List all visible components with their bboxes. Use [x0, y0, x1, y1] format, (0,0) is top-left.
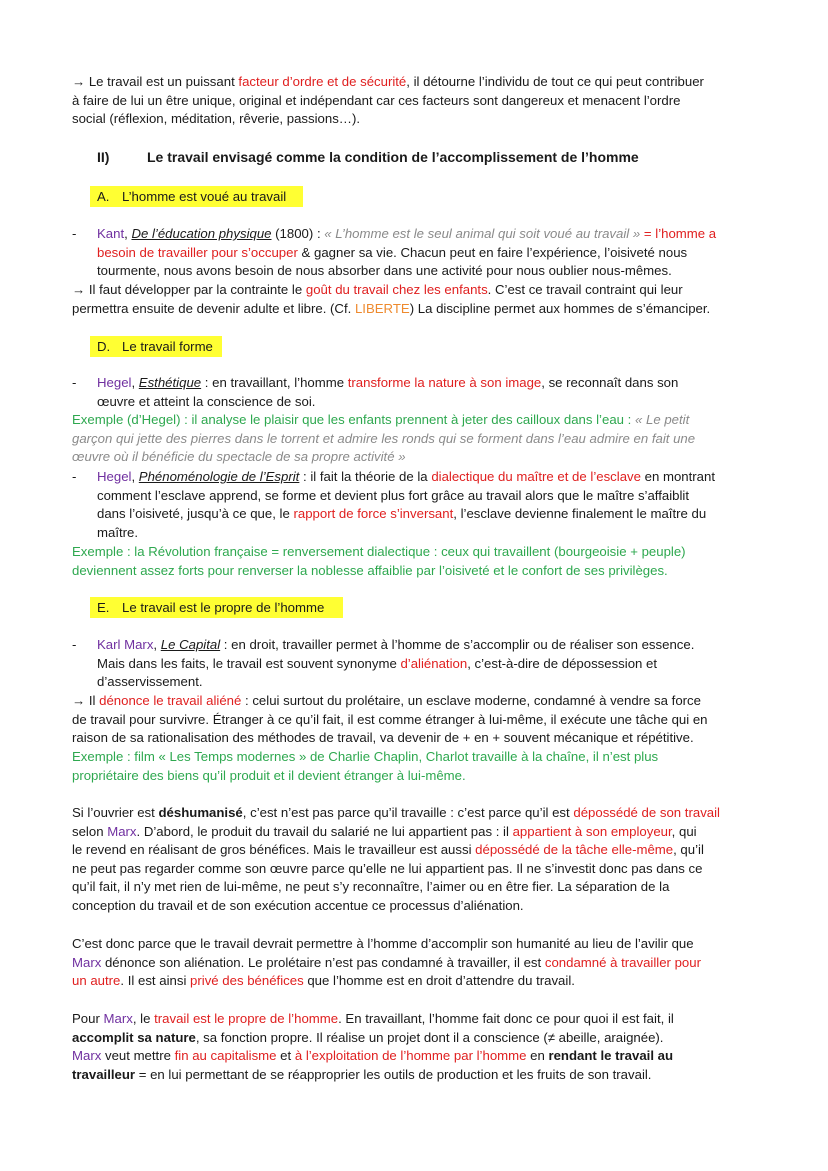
text: que l’homme est en droit d’attendre du travail.	[303, 973, 575, 989]
text: dans l’oisiveté, jusqu’à ce que, le	[97, 506, 294, 522]
text: selon	[72, 823, 108, 839]
author-name: Marx	[72, 1048, 102, 1064]
work-title: Phénoménologie de l’Esprit	[138, 469, 300, 484]
subheading-e	[90, 597, 343, 618]
text: et	[276, 1048, 295, 1064]
highlight-text: d’aliénation	[400, 655, 468, 671]
text: → Il faut développer par la contrainte le	[72, 282, 306, 297]
author-name: Hegel	[97, 469, 132, 484]
text: = en lui permettant de se réapproprier les outils de production et les fruits de son travail.	[135, 1066, 652, 1082]
subheading-letter: E.	[97, 600, 110, 615]
section-title: Le travail envisagé comme la condition de l’accomplissement de l’homme	[147, 149, 639, 165]
subheading-a	[90, 186, 303, 207]
subheading-d	[90, 336, 222, 357]
text: Pour	[72, 1011, 104, 1026]
quote: œuvre où il bénéficie du spectacle de sa propre activité »	[72, 449, 406, 465]
section-heading	[97, 148, 639, 167]
subheading-letter: D.	[97, 339, 111, 354]
text-line: tourmente, nous avons besoin de nous absorber dans une activité pour nous oublier nous-mêmes.	[97, 263, 672, 279]
text: (1800) :	[271, 226, 325, 241]
bullet-dash: -	[72, 469, 77, 484]
highlight-text: goût du travail chez les enfants	[305, 282, 488, 297]
text: ,	[131, 375, 139, 390]
text: ,	[153, 637, 161, 652]
text: . C’est ce travail contraint qui leur	[487, 282, 683, 297]
highlight-text: dénonce le travail aliéné	[99, 693, 242, 708]
text: veut mettre	[101, 1048, 175, 1064]
text-line: raison de sa rationalisation des méthodes de travail, va devenir de + en + souvent mécanique et répétitive.	[72, 730, 694, 746]
text: : en travaillant, l’homme	[201, 375, 348, 390]
paragraph-alienation	[72, 935, 760, 991]
highlight-text: rapport de force s’inversant	[293, 506, 454, 522]
highlight-text: fin au capitalisme	[174, 1048, 277, 1064]
author-name: Kant	[97, 226, 125, 241]
cross-reference: LIBERTE	[354, 300, 410, 316]
author-name: Hegel	[97, 375, 132, 390]
highlight-text: un autre	[72, 973, 121, 989]
text: , il détourne l’individu de tout ce qui peut contribuer	[406, 74, 704, 89]
text: . D’abord, le produit du travail du salarié ne lui appartient pas : il	[136, 823, 513, 839]
text-line: comment l’esclave apprend, se forme et devient plus fort grâce au travail alors que le maître s’affaiblit	[97, 487, 690, 503]
hegel-phenomenologie-item	[97, 468, 760, 542]
bold-text: déshumanisé	[158, 805, 243, 820]
marx-item	[97, 636, 760, 692]
example-text: Exemple (d’Hegel) : il analyse le plaisir que les enfants prennent à jeter des cailloux dans l’eau :	[72, 412, 635, 427]
highlight-text: travail est le propre de l’homme	[154, 1011, 339, 1026]
text: , l’esclave devienne finalement le maître du	[453, 506, 707, 522]
author-name: Karl Marx	[97, 637, 154, 652]
kant-item	[97, 225, 760, 281]
author-name: Marx	[107, 823, 137, 839]
text: , c’est n’est pas parce qu’il travaille : c’est parce qu’il est	[242, 805, 574, 820]
subheading-title: L’homme est voué au travail	[122, 189, 287, 204]
text: . En travaillant, l’homme fait donc ce pour quoi il est fait, il	[338, 1011, 674, 1026]
bullet-dash: -	[72, 637, 77, 652]
example-text: propriétaire des biens qu’il produit et il devient étranger à lui-même.	[72, 767, 466, 783]
text: en montrant	[640, 469, 716, 484]
subheading-letter: A.	[97, 189, 110, 204]
highlight-text: privé des bénéfices	[190, 973, 304, 989]
text: : il fait la théorie de la	[299, 469, 432, 484]
example-text: Exemple : la Révolution française = renversement dialectique : ceux qui travaillent (bourgeoisie + peuple)	[72, 544, 686, 559]
highlight-text: dialectique du maître et de l’esclave	[431, 469, 641, 484]
example-revolution	[72, 543, 760, 580]
kant-note	[72, 281, 760, 318]
text: Mais dans les faits, le travail est souvent synonyme	[97, 655, 401, 671]
highlight-text: = l’homme a	[640, 226, 717, 241]
text-line: qu’il fait, il n’y met rien de lui-même, ne peut s’y reconnaître, l’aimer ou en être fier. La séparation de la	[72, 879, 670, 895]
highlight-text: besoin de travailler pour s’occuper	[97, 244, 298, 260]
text: dénonce son aliénation. Le prolétaire n’est pas condamné à travailler, il est	[101, 954, 545, 970]
text: & gagner sa vie. Chacun peut en faire l’expérience, l’oisiveté nous	[297, 244, 688, 260]
highlight-text: appartient à son employeur	[512, 823, 672, 839]
example-chaplin	[72, 748, 760, 785]
text-line: conception du travail et de son exécution accentue ce processus d’aliénation.	[72, 897, 524, 913]
text-line: à faire de lui un être unique, original et indépendant car ces facteurs sont dangereux et menacent l’ordre	[72, 92, 681, 108]
text: le revend en réalisant de gros bénéfices. Mais le travailleur est aussi	[72, 842, 476, 858]
bold-text: accomplit sa nature	[72, 1029, 196, 1045]
highlight-text: transforme la nature à son image	[347, 375, 542, 390]
text: , qu’il	[673, 842, 704, 858]
text: . Il est ainsi	[120, 973, 191, 989]
example-text: Exemple : film « Les Temps modernes » de Charlie Chaplin, Charlot travaille à la chaîne, il n’est plus	[72, 749, 659, 764]
text: permettra ensuite de devenir adulte et libre. (Cf.	[72, 300, 355, 316]
text-line: d’asservissement.	[97, 674, 203, 690]
hegel-esthetique-item	[97, 374, 760, 411]
highlight-text: à l’exploitation de l’homme par l’homme	[294, 1048, 527, 1064]
text-line: œuvre et atteint la conscience de soi.	[97, 393, 316, 409]
marx-note	[72, 692, 760, 748]
quote: « L’homme est le seul animal qui soit voué au travail »	[324, 226, 641, 241]
text: ,	[131, 469, 139, 484]
text: , se reconnaît dans son	[541, 375, 679, 390]
quote: garçon qui jette des pierres dans le torrent et admire les ronds qui se forment dans l’eau admire en fait une	[72, 430, 696, 446]
text: , qui	[671, 823, 697, 839]
text: ) La discipline permet aux hommes de s’émanciper.	[409, 300, 711, 316]
text-line: ne peut pas regarder comme son œuvre parce qu’elle ne lui appartient pas. Il ne s’investit donc pas dans ce	[72, 860, 703, 876]
text: Si l’ouvrier est	[72, 805, 159, 820]
paragraph-conclusion	[72, 1010, 760, 1084]
bullet-dash: -	[72, 375, 77, 390]
subheading-title: Le travail est le propre de l’homme	[122, 600, 325, 615]
text: en	[526, 1048, 549, 1064]
quote: « Le petit	[634, 412, 690, 427]
work-title: De l’éducation physique	[131, 226, 272, 241]
text: ,	[124, 226, 132, 241]
text-line: de travail pour survivre. Étranger à ce qu’il fait, il est comme étranger à lui-même, il exécute une tâche qui en	[72, 711, 708, 727]
example-text: deviennent assez forts pour renverser la noblesse affaiblie par l’oisiveté et le confort de ses privilèges.	[72, 562, 668, 578]
author-name: Marx	[72, 954, 102, 970]
text-line: social (réflexion, méditation, rêverie, passions…).	[72, 111, 361, 127]
highlight-text: dépossédé de son travail	[573, 805, 720, 820]
text: , sa fonction propre. Il réalise un projet dont il a conscience (≠ abeille, araignée).	[195, 1029, 664, 1045]
text: : celui surtout du prolétaire, un esclave moderne, condamné à vendre sa force	[241, 693, 701, 708]
work-title: Esthétique	[138, 375, 202, 390]
text-line: maître.	[97, 524, 139, 540]
text: → Il	[72, 693, 100, 708]
work-title: Le Capital	[160, 637, 221, 652]
section-number: II)	[97, 149, 110, 165]
author-name: Marx	[103, 1011, 133, 1026]
text: → Le travail est un puissant	[72, 74, 239, 89]
highlight-text: dépossédé de la tâche elle-même	[475, 842, 674, 858]
text: , le	[132, 1011, 155, 1026]
text-line: C’est donc parce que le travail devrait permettre à l’homme d’accomplir son humanité au lieu de l’avilir que	[72, 936, 694, 951]
intro-paragraph	[72, 73, 760, 129]
highlight-text: condamné à travailler pour	[544, 954, 701, 970]
bullet-dash: -	[72, 226, 77, 241]
text: : en droit, travailler permet à l’homme de s’accomplir ou de réaliser son essence.	[220, 637, 695, 652]
bold-text: rendant le travail au	[548, 1048, 674, 1064]
highlight-text: facteur d’ordre et de sécurité	[238, 74, 407, 89]
example-hegel	[72, 411, 760, 467]
subheading-title: Le travail forme	[122, 339, 213, 354]
bold-text: travailleur	[72, 1066, 136, 1082]
text: , c’est-à-dire de dépossession et	[467, 655, 658, 671]
paragraph-deshumanise	[72, 804, 760, 916]
